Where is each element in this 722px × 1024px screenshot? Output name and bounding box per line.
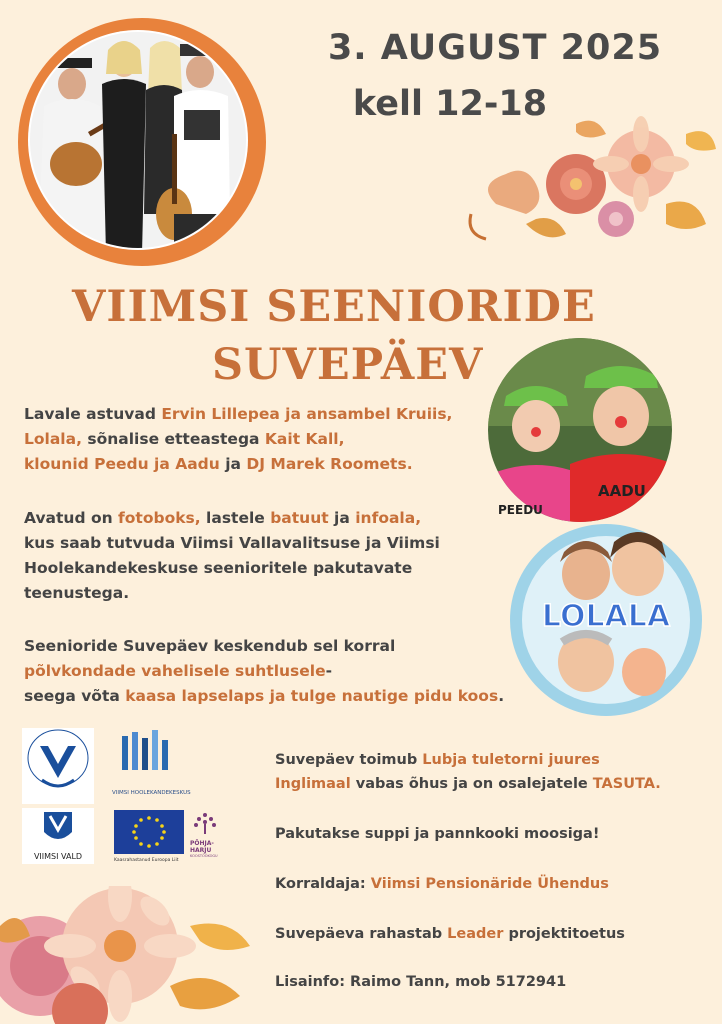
pohja-harju-text-3: KOOSTÖÖKOGU bbox=[190, 854, 218, 858]
clown-shirt-text: AADU bbox=[598, 482, 646, 500]
flower-decoration-top bbox=[466, 114, 722, 254]
event-title-line2: SUVEPÄEV bbox=[212, 340, 484, 390]
hoolekandekeskus-logo bbox=[112, 728, 192, 804]
hoolekandekeskus-logo-text: VIIMSI HOOLEKANDEKESKUS bbox=[112, 790, 191, 796]
clown-shirt-text-2: PEEDU bbox=[498, 503, 543, 517]
lolala-logo bbox=[504, 522, 708, 718]
viimsi-vald-logo bbox=[22, 808, 94, 864]
band-photo bbox=[14, 14, 270, 270]
pensionaride-logo bbox=[22, 728, 94, 804]
eu-flag-logo bbox=[114, 810, 184, 862]
pohja-harju-text-1: PÕHJA- bbox=[190, 840, 214, 847]
contact-info: Lisainfo: Raimo Tann, mob 5172941 bbox=[275, 974, 567, 990]
funding-info: Suvepäeva rahastab Leader projektitoetus bbox=[275, 926, 625, 942]
clowns-photo bbox=[486, 336, 674, 524]
pohja-harju-text-2: HARJU bbox=[190, 847, 212, 854]
venue-info: Suvepäev toimub Lubja tuletorni juures Inglimaal vabas õhus ja on osalejatele TASUTA. bbox=[275, 752, 661, 792]
viimsi-vald-logo-text: VIIMSI VALD bbox=[33, 852, 83, 861]
focus-paragraph: Seenioride Suvepäev keskendub sel korral põlvkondade vahelisele suhtlusele- seega võta kaasa lapselaps ja tulge nautige pidu koos. bbox=[24, 637, 505, 705]
flower-decoration-bottom bbox=[0, 886, 270, 1024]
eu-logo-text: Kaasrahastanud Euroopa Liit bbox=[114, 858, 179, 863]
performers-paragraph: Lavale astuvad Ervin Lillepea ja ansambel Kruiis, Lolala, sõnalise etteastega Kait Kall, klounid Peedu ja Aadu ja DJ Marek Roomets. bbox=[24, 405, 453, 473]
food-info: Pakutakse suppi ja pannkooki moosiga! bbox=[275, 826, 600, 842]
pohja-harju-logo bbox=[190, 810, 230, 866]
organizer-info: Korraldaja: Viimsi Pensionäride Ühendus bbox=[275, 876, 609, 892]
event-time: kell 12-18 bbox=[352, 84, 548, 124]
activities-paragraph: Avatud on fotoboks, lastele batuut ja infoala, kus saab tutvuda Viimsi Vallavalitsuse ja Viimsi Hoolekandekeskuse seenioritele pakutavate teenustega. bbox=[24, 509, 440, 602]
lolala-logo-text: LOLALA bbox=[541, 599, 671, 634]
event-date: 3. AUGUST 2025 bbox=[327, 28, 663, 68]
event-title-line1: VIIMSI SEENIORIDE bbox=[72, 282, 596, 332]
